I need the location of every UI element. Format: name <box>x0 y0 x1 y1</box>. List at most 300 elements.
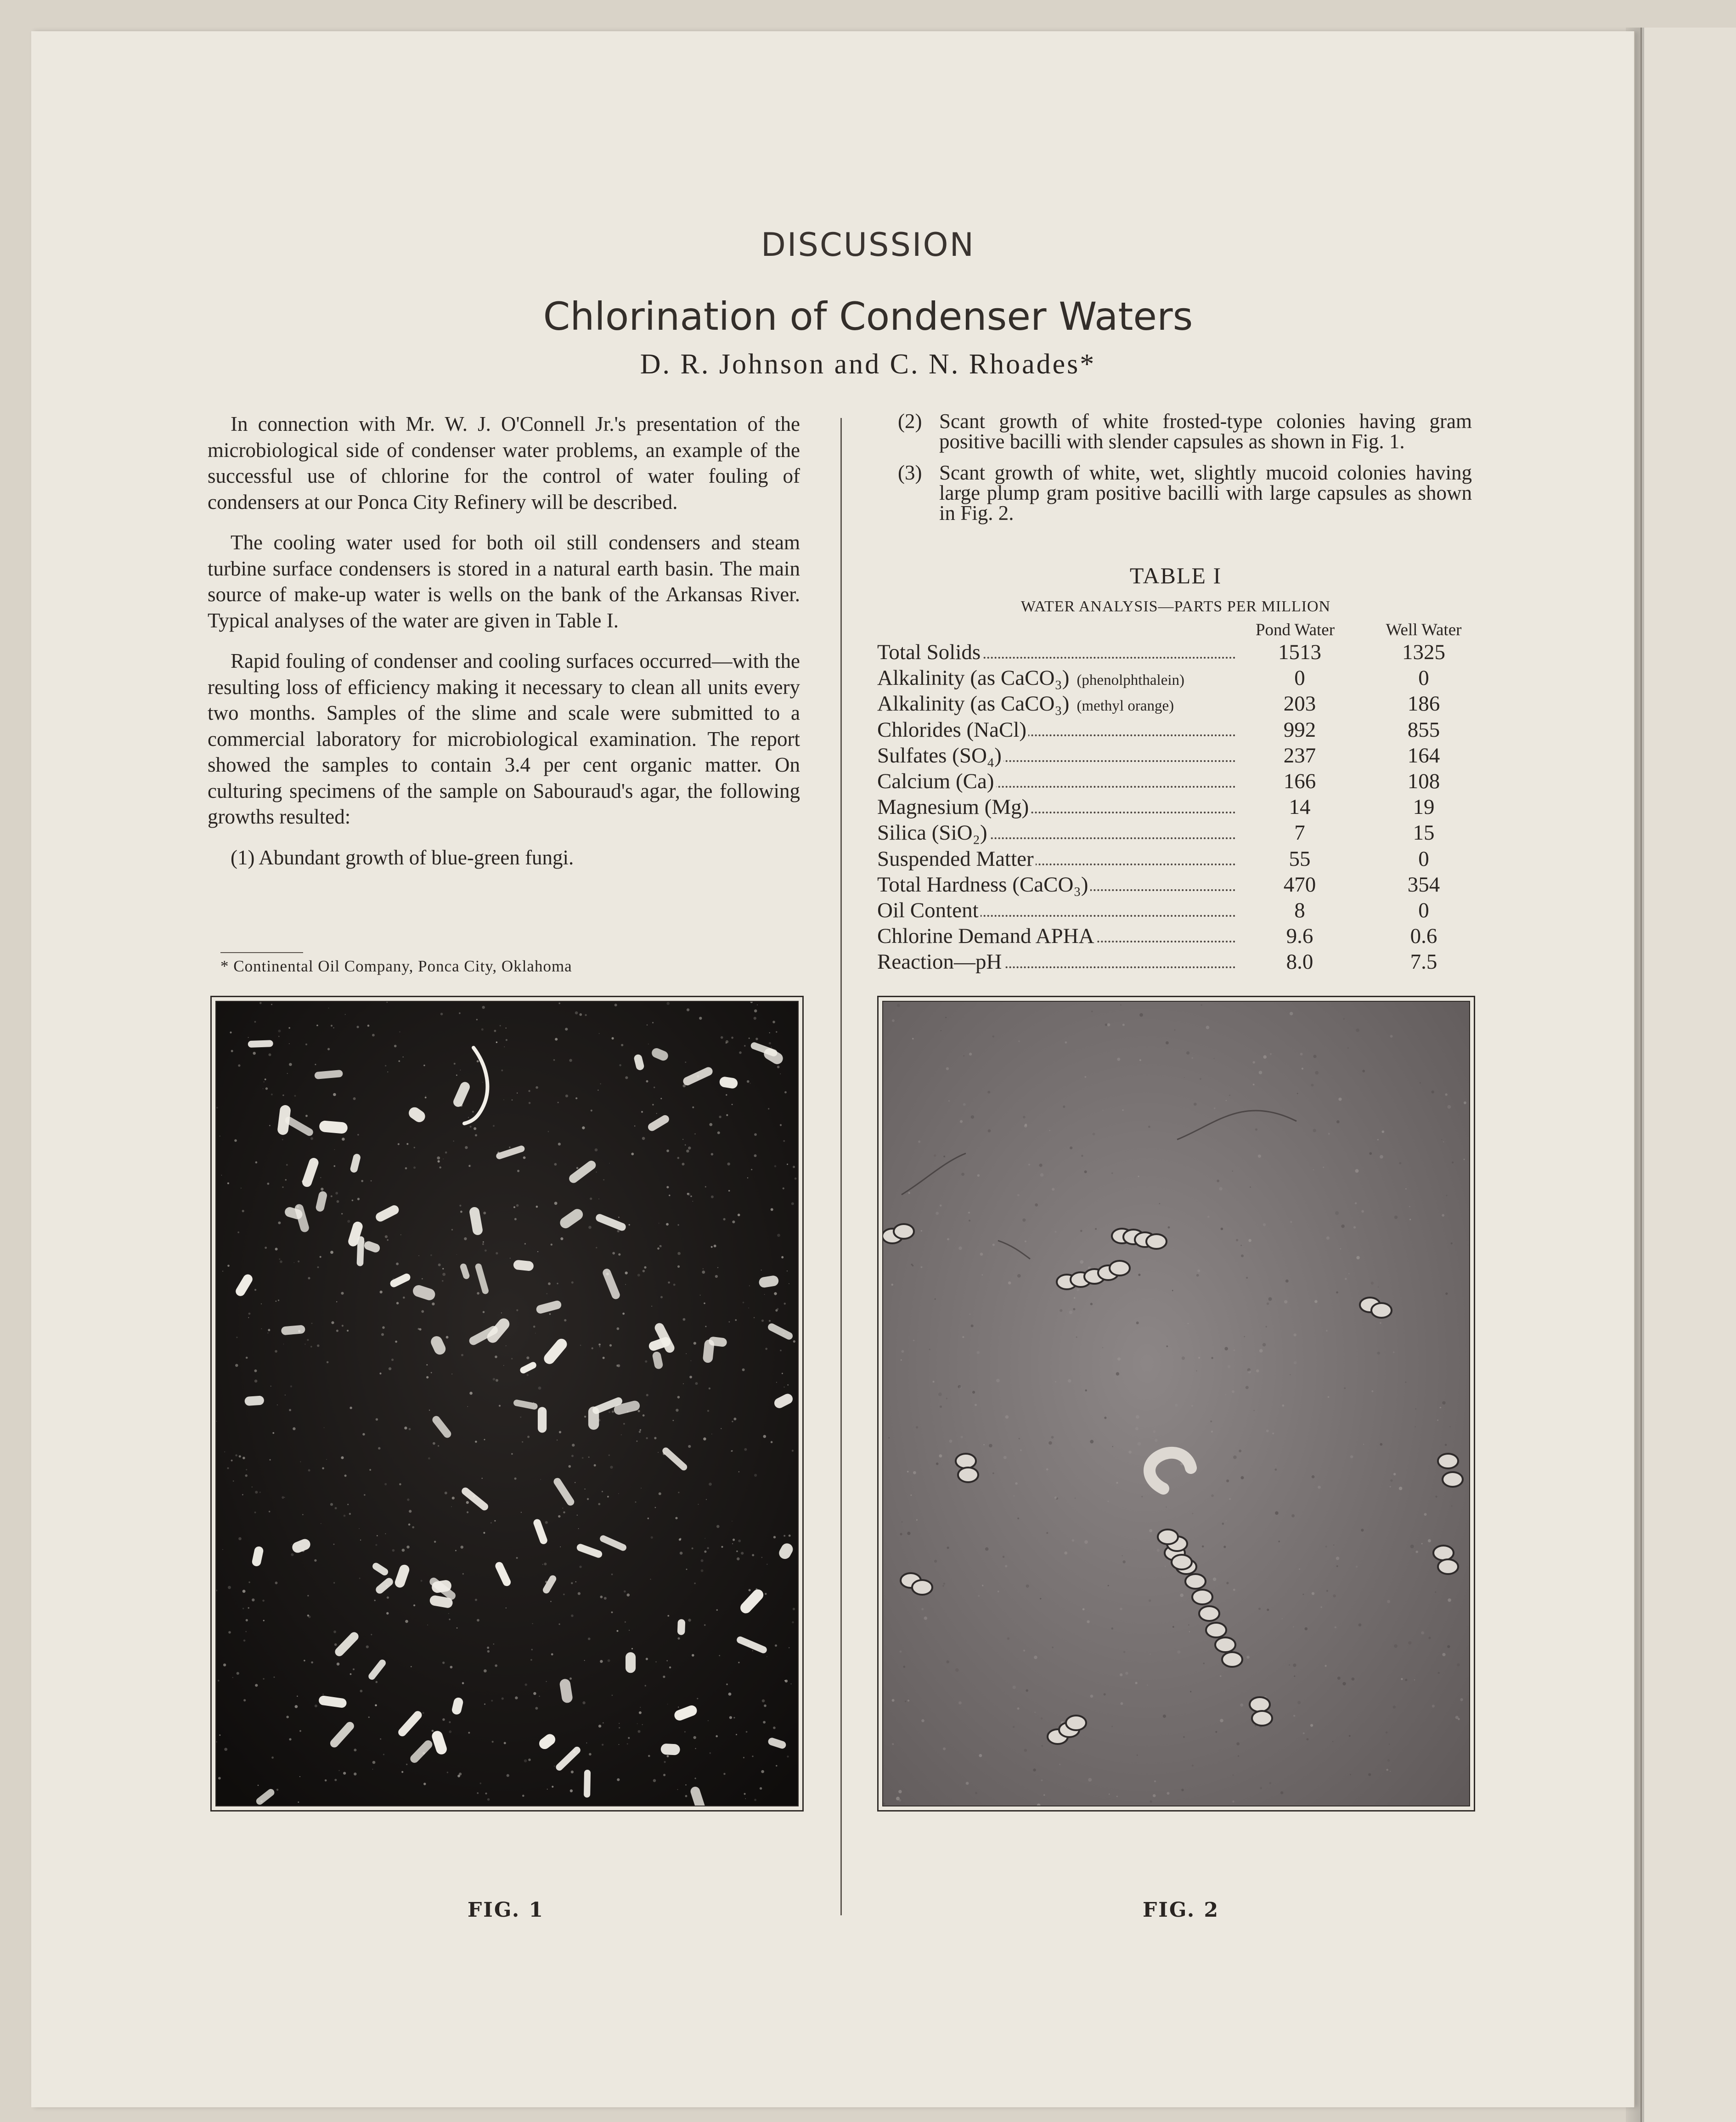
speck <box>971 1325 974 1327</box>
speck <box>1440 1407 1442 1409</box>
speck <box>522 1795 524 1797</box>
speck <box>1335 1211 1339 1215</box>
speck <box>585 1489 586 1490</box>
speck <box>1282 1618 1283 1619</box>
speck <box>900 1533 902 1535</box>
left-column <box>208 411 800 885</box>
speck <box>278 1221 281 1224</box>
speck <box>1153 1794 1156 1797</box>
speck <box>769 1032 770 1033</box>
speck <box>1306 1738 1308 1740</box>
speck <box>716 1609 718 1611</box>
speck <box>1280 1791 1284 1795</box>
speck <box>378 1447 380 1450</box>
speck <box>1432 1704 1435 1707</box>
bacillus-rod <box>626 1652 636 1673</box>
speck <box>487 1650 490 1653</box>
speck <box>1362 1070 1365 1072</box>
table-row <box>877 794 1474 820</box>
speck <box>1369 1152 1372 1155</box>
speck <box>1293 1664 1296 1667</box>
speck <box>946 1398 948 1400</box>
speck <box>1174 1029 1175 1031</box>
speck <box>1138 1176 1139 1177</box>
speck <box>651 1536 653 1539</box>
speck <box>234 1139 237 1142</box>
speck <box>1210 1421 1212 1422</box>
speck <box>1064 1552 1067 1555</box>
bacillus-rod <box>584 1770 591 1798</box>
speck <box>480 1783 482 1784</box>
speck <box>320 1177 321 1178</box>
speck <box>337 1663 340 1666</box>
bacillus-rod <box>538 1407 547 1433</box>
speck <box>793 1340 795 1343</box>
speck <box>688 1445 691 1448</box>
speck <box>1159 1203 1160 1204</box>
speck <box>1219 1187 1222 1191</box>
speck <box>754 1154 757 1157</box>
speck <box>982 1585 983 1586</box>
speck <box>1105 1023 1107 1026</box>
speck <box>947 1660 949 1663</box>
speck <box>233 1480 234 1482</box>
speck <box>1263 1055 1267 1059</box>
speck <box>1043 1794 1045 1795</box>
speck <box>1220 1719 1223 1722</box>
speck <box>555 1038 558 1041</box>
speck <box>625 1076 628 1079</box>
speck <box>1241 1254 1244 1257</box>
speck <box>1443 1141 1444 1142</box>
speck <box>228 1586 231 1589</box>
speck <box>263 1088 264 1089</box>
speck <box>667 1755 669 1757</box>
speck <box>897 1004 900 1007</box>
speck <box>1401 1678 1403 1680</box>
speck <box>1220 1676 1221 1677</box>
speck <box>622 1313 625 1315</box>
speck <box>1149 1599 1151 1602</box>
speck <box>268 1332 269 1333</box>
speck <box>963 1103 966 1106</box>
speck <box>1344 1388 1346 1389</box>
speck <box>625 1621 626 1623</box>
speck <box>261 1328 262 1329</box>
speck <box>1073 1308 1075 1310</box>
speck <box>254 1370 257 1372</box>
speck <box>784 1303 786 1304</box>
speck <box>504 1742 506 1744</box>
speck <box>781 1256 783 1259</box>
speck <box>1410 1545 1414 1548</box>
speck <box>611 1574 613 1575</box>
speck <box>968 1212 970 1213</box>
speck <box>364 1494 365 1496</box>
plump-bacillus <box>1110 1261 1130 1275</box>
speck <box>1368 1773 1371 1776</box>
speck <box>1065 1041 1067 1044</box>
speck <box>1441 1139 1442 1140</box>
speck <box>1358 1623 1362 1626</box>
speck <box>959 1386 962 1389</box>
speck <box>747 1080 750 1083</box>
speck <box>451 1229 453 1230</box>
speck <box>903 1666 906 1668</box>
speck <box>1211 1357 1213 1359</box>
speck <box>745 1798 746 1799</box>
speck <box>1150 1800 1152 1803</box>
speck <box>1356 1256 1359 1259</box>
speck <box>1198 1357 1200 1359</box>
speck <box>1355 1169 1359 1173</box>
speck <box>582 1457 584 1459</box>
speck <box>743 1302 744 1304</box>
speck <box>1222 1523 1224 1525</box>
speck <box>667 1615 669 1617</box>
speck <box>544 1563 547 1565</box>
speck <box>1109 1794 1110 1795</box>
speck <box>769 1042 771 1044</box>
speck <box>1349 1735 1351 1737</box>
speck <box>738 1540 741 1542</box>
speck <box>428 1457 430 1460</box>
speck <box>279 1259 280 1260</box>
speck <box>1363 1444 1364 1445</box>
speck <box>361 1180 363 1182</box>
speck <box>1060 1309 1062 1312</box>
speck <box>639 1711 642 1714</box>
speck <box>430 1254 432 1256</box>
cell-well-water: 0 <box>1418 898 1429 922</box>
speck <box>450 1666 453 1669</box>
speck <box>1163 1715 1166 1718</box>
row-label-text: Reaction—pH <box>877 950 1004 974</box>
speck <box>943 1583 946 1585</box>
speck <box>515 1696 518 1699</box>
speck <box>314 1559 316 1562</box>
speck <box>899 1799 901 1801</box>
speck <box>768 1108 769 1109</box>
speck <box>958 1701 962 1704</box>
speck <box>517 1093 518 1094</box>
speck <box>440 1013 443 1016</box>
speck <box>924 1616 927 1620</box>
speck <box>246 1619 248 1621</box>
speck <box>677 1396 680 1399</box>
speck <box>650 1579 651 1580</box>
speck <box>678 1637 680 1640</box>
speck <box>511 1358 513 1359</box>
speck <box>1259 1071 1263 1074</box>
speck <box>971 1115 974 1118</box>
speck <box>1116 1372 1119 1375</box>
speck <box>563 1508 564 1509</box>
speck <box>218 1777 221 1780</box>
speck <box>988 1129 991 1133</box>
speck <box>1046 1532 1048 1534</box>
speck <box>631 1648 633 1649</box>
speck <box>677 1224 679 1225</box>
speck <box>666 1223 669 1226</box>
speck <box>464 1237 467 1240</box>
speck <box>726 1040 728 1043</box>
speck <box>1409 1206 1410 1208</box>
speck <box>907 1532 910 1535</box>
speck <box>669 1195 670 1196</box>
speck <box>1405 1188 1407 1190</box>
speck <box>1229 1095 1230 1096</box>
speck <box>253 1052 256 1055</box>
speck <box>485 1793 487 1795</box>
speck <box>231 1460 233 1462</box>
speck <box>243 1640 246 1642</box>
speck <box>1217 1180 1219 1182</box>
speck <box>553 1059 555 1061</box>
speck <box>689 1376 692 1378</box>
speck <box>1026 1585 1029 1588</box>
speck <box>1117 1058 1120 1061</box>
plump-bacillus <box>1215 1637 1235 1652</box>
speck <box>331 1196 333 1197</box>
speck <box>571 1771 574 1773</box>
plump-bacillus <box>1433 1546 1454 1560</box>
speck <box>1191 1405 1193 1407</box>
speck <box>1302 1594 1304 1595</box>
speck <box>602 1744 603 1746</box>
speck <box>267 1183 270 1185</box>
speck <box>526 1374 529 1376</box>
speck <box>1371 1281 1374 1284</box>
cell-well-water: 354 <box>1407 872 1440 897</box>
speck <box>1290 1374 1291 1375</box>
speck <box>700 1295 701 1296</box>
speck <box>619 1723 620 1724</box>
speck <box>1223 1546 1226 1548</box>
speck <box>1034 1712 1036 1713</box>
speck <box>242 1590 246 1593</box>
speck <box>1325 1546 1327 1547</box>
speck <box>1421 1631 1424 1635</box>
speck <box>1428 1637 1431 1639</box>
speck <box>934 1154 936 1157</box>
speck <box>1226 1520 1227 1521</box>
speck <box>960 1120 963 1123</box>
speck <box>645 1685 646 1686</box>
speck <box>535 1086 538 1089</box>
speck <box>793 1166 795 1168</box>
speck <box>1386 1732 1388 1734</box>
speck <box>482 1243 484 1245</box>
speck <box>792 1450 794 1451</box>
speck <box>545 1521 548 1524</box>
speck <box>263 1620 265 1621</box>
speck <box>688 1146 691 1149</box>
speck <box>1213 1058 1214 1059</box>
speck <box>254 1512 256 1513</box>
speck <box>1408 1641 1411 1644</box>
speck <box>646 1394 648 1396</box>
speck <box>698 1504 699 1505</box>
speck <box>1248 1370 1251 1373</box>
row-label-text: Calcium (Ca) <box>877 769 996 793</box>
plump-bacillus <box>1185 1574 1206 1589</box>
speck <box>631 1153 634 1156</box>
bacillus-rod <box>356 1236 364 1266</box>
speck <box>603 1179 604 1180</box>
speck <box>902 1521 903 1523</box>
speck <box>752 1755 753 1757</box>
speck <box>754 1474 757 1477</box>
speck <box>682 1163 685 1166</box>
speck <box>449 1619 450 1620</box>
speck <box>286 1716 289 1718</box>
speck <box>1268 1297 1272 1301</box>
speck <box>1015 1482 1017 1484</box>
bacillus-rod <box>244 1395 264 1406</box>
plump-bacillus <box>1443 1472 1463 1487</box>
speck <box>1075 1497 1076 1499</box>
speck <box>1077 1288 1079 1291</box>
speck <box>731 1037 733 1039</box>
speck <box>248 1317 249 1318</box>
speck <box>1232 1390 1234 1393</box>
row-label-text: Chlorides (NaCl) <box>877 718 1028 742</box>
speck <box>315 1704 317 1707</box>
speck <box>333 1544 335 1545</box>
speck <box>751 1169 752 1170</box>
speck <box>540 1479 541 1480</box>
speck <box>1380 1443 1382 1446</box>
speck <box>940 1205 942 1207</box>
speck <box>460 1070 461 1071</box>
speck <box>1040 1173 1044 1177</box>
speck <box>271 1094 273 1095</box>
speck <box>554 1163 557 1166</box>
speck <box>1206 1026 1210 1029</box>
speck <box>452 1497 455 1500</box>
speck <box>322 1467 324 1469</box>
speck <box>695 1382 698 1385</box>
speck <box>738 1662 739 1663</box>
cell-pond-water: 9.6 <box>1286 924 1313 948</box>
speck <box>705 1326 706 1327</box>
speck <box>1203 1663 1205 1664</box>
speck <box>683 1318 686 1321</box>
speck <box>942 1585 944 1586</box>
speck <box>575 1581 576 1582</box>
speck <box>913 1471 916 1474</box>
speck <box>723 1773 725 1775</box>
speck <box>771 1047 772 1048</box>
speck <box>1013 1495 1015 1497</box>
speck <box>357 1198 360 1200</box>
speck <box>369 1469 371 1471</box>
speck <box>966 1782 969 1785</box>
speck <box>614 1004 617 1006</box>
speck <box>243 1699 246 1701</box>
speck <box>677 1252 681 1255</box>
speck <box>765 1348 767 1350</box>
speck <box>621 1434 622 1435</box>
table-row <box>877 717 1474 743</box>
speck <box>302 1514 303 1515</box>
speck <box>1052 1188 1054 1191</box>
speck <box>947 1546 949 1549</box>
speck <box>469 1165 471 1167</box>
speck <box>762 1699 765 1703</box>
speck <box>1446 1195 1447 1196</box>
speck <box>1464 1159 1465 1160</box>
speck <box>494 1520 496 1522</box>
speck <box>602 1491 603 1492</box>
speck <box>524 1759 527 1762</box>
speck <box>219 1734 220 1736</box>
speck <box>531 1649 533 1650</box>
footnote: * Continental Oil Company, Ponca City, Oklahoma <box>220 957 572 975</box>
speck <box>1034 1656 1037 1659</box>
speck <box>222 1271 223 1272</box>
plump-bacillus <box>1146 1234 1167 1249</box>
speck <box>506 1345 507 1346</box>
speck <box>447 1772 448 1773</box>
speck <box>666 1150 669 1152</box>
speck <box>1393 1351 1395 1353</box>
speck <box>1347 1047 1349 1049</box>
table-row <box>877 665 1474 691</box>
speck <box>407 1498 409 1501</box>
speck <box>252 1487 253 1488</box>
speck <box>760 1787 762 1789</box>
plump-bacillus <box>894 1224 914 1239</box>
speck <box>733 1539 735 1541</box>
speck <box>258 1785 259 1786</box>
speck <box>1090 1695 1093 1698</box>
speck <box>747 1177 748 1178</box>
speck <box>646 1080 648 1083</box>
speck <box>892 1743 894 1745</box>
speck <box>600 1660 603 1663</box>
speck <box>564 1319 566 1321</box>
speck <box>1293 1715 1295 1717</box>
speck <box>1291 1514 1295 1518</box>
speck <box>1201 1004 1202 1006</box>
speck <box>1090 1440 1093 1444</box>
speck <box>289 1063 292 1066</box>
speck <box>1350 1455 1353 1458</box>
speck <box>771 1441 773 1443</box>
speck <box>1102 1110 1103 1111</box>
speck <box>1005 1415 1009 1419</box>
speck <box>421 1580 423 1582</box>
speck <box>304 1343 305 1344</box>
speck <box>557 1283 558 1284</box>
speck <box>1336 1557 1339 1560</box>
speck <box>1081 1155 1083 1157</box>
speck <box>1116 1482 1118 1484</box>
speck <box>1293 1626 1294 1628</box>
speck <box>396 1302 399 1304</box>
speck <box>399 1483 401 1485</box>
speck <box>285 1179 287 1180</box>
speck <box>1270 1053 1272 1055</box>
speck <box>1457 1664 1460 1666</box>
speck <box>537 1251 538 1252</box>
speck <box>282 1186 283 1188</box>
speck <box>1275 1465 1276 1466</box>
speck <box>646 1437 648 1439</box>
speck <box>627 1593 630 1597</box>
